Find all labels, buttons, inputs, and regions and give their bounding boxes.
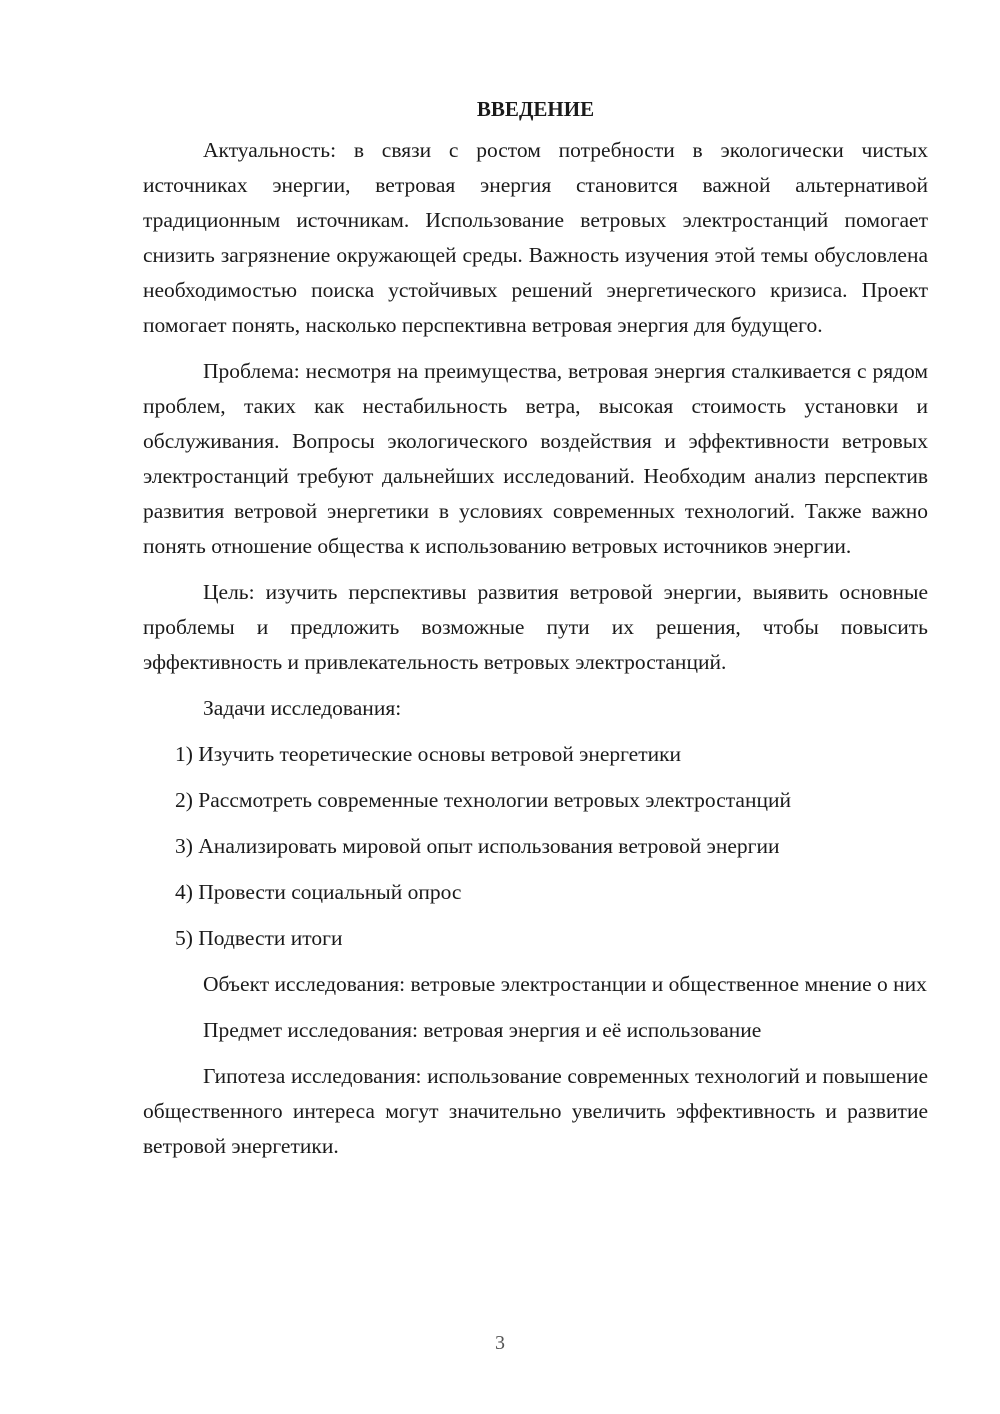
hypothesis-paragraph: Гипотеза исследования: использование современных технологий и повышение общественного интереса могут значительно увеличить эффективность и развитие ветровой энергетики.: [143, 1064, 928, 1158]
page-number: 3: [495, 1332, 505, 1354]
task-item-3: 3) Анализировать мировой опыт использования ветровой энергии: [175, 834, 780, 858]
subject-paragraph: Предмет исследования: ветровая энергия и её использование: [203, 1018, 762, 1042]
object-paragraph: Объект исследования: ветровые электростанции и общественное мнение о них: [203, 972, 927, 996]
task-item-1: 1) Изучить теоретические основы ветровой энергетики: [175, 742, 682, 766]
tasks-heading: Задачи исследования:: [203, 696, 402, 720]
task-item-4: 4) Провести социальный опрос: [175, 880, 462, 904]
page-title: ВВЕДЕНИЕ: [476, 97, 595, 121]
task-item-2: 2) Рассмотреть современные технологии ветровых электростанций: [175, 788, 791, 812]
document-page: [143, 92, 928, 1175]
problem-paragraph: Проблема: несмотря на преимущества, ветровая энергия сталкивается с рядом проблем, таких как нестабильность ветра, высокая стоимость установки и обслуживания. Вопросы экологического воздействия и эффективности ветровых электростанций требуют дальнейших исследований. Необходим анализ перспектив развития ветровой энергетики в условиях современных технологий. Также важно понять отношение общества к использованию ветровых источников энергии.: [143, 359, 928, 558]
goal-paragraph: Цель: изучить перспективы развития ветровой энергии, выявить основные проблемы и предложить возможные пути их решения, чтобы повысить эффективность и привлекательность ветровых электростанций.: [143, 580, 928, 674]
task-item-5: 5) Подвести итоги: [175, 926, 343, 950]
relevance-paragraph: Актуальность: в связи с ростом потребности в экологически чистых источниках энергии, ветровая энергия становится важной альтернативой традиционным источникам. Использование ветровых электростанций помогает снизить загрязнение окружающей среды. Важность изучения этой темы обусловлена необходимостью поиска устойчивых решений энергетического кризиса. Проект помогает понять, насколько перспективна ветровая энергия для будущего.: [143, 138, 928, 337]
